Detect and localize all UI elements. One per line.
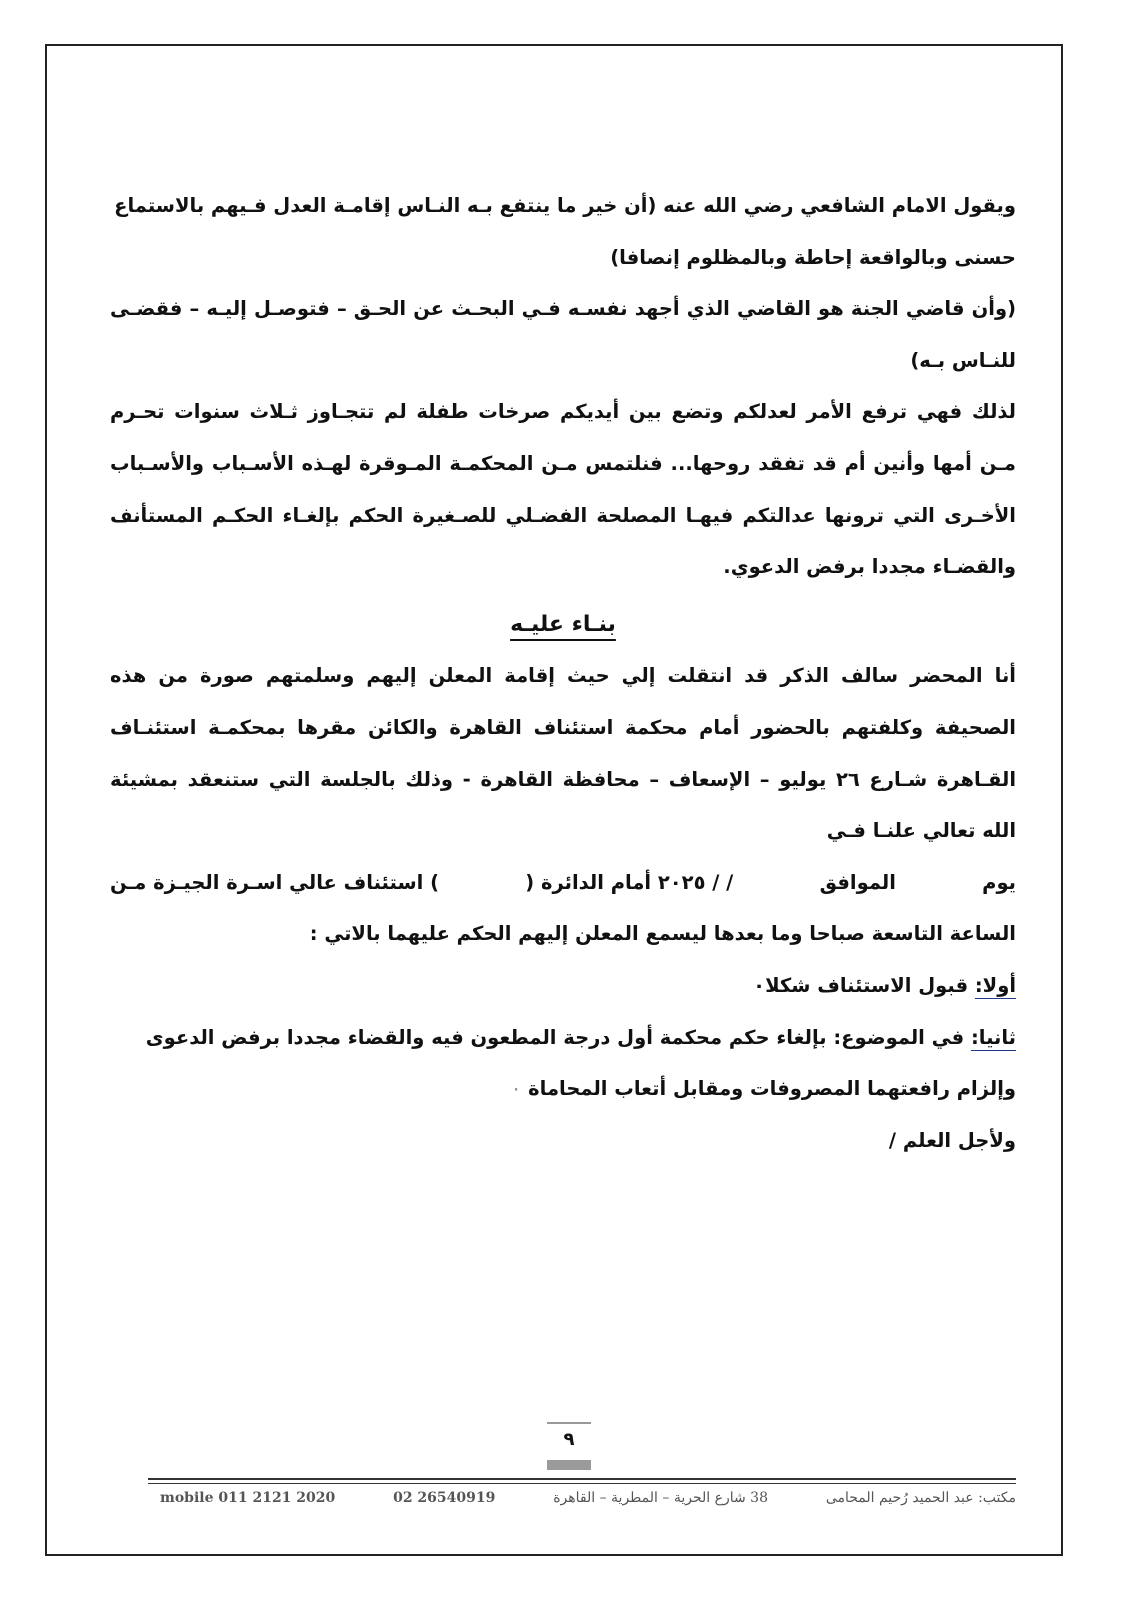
page-number-bar	[547, 1460, 591, 1470]
paragraph-request: لذلك فهي ترفع الأمر لعدلكم وتضع بين أيديكم صرخات طفلة لم تتجـاوز ثـلاث سنوات تحـرم مـن أمها وأنين أم قد تفقد روحها... فنلتمس مـن المحكمـة المـوقرة لهـذه الأسـباب والأسـباب الأخـرى التي ترونها عدالتكم فيهـا المصلحة الفضـلي للصـغيرة الحكم بإلغـاء الحكـم المستأنف والقضـاء مجددا برفض الدعوي.	[110, 400, 1016, 579]
footer-area: المطرية	[611, 1490, 658, 1506]
closing-line: ولأجل العلم /	[888, 1128, 1016, 1152]
footer-mobile: mobile 011 2121 2020	[160, 1490, 336, 1506]
footer-address	[553, 1490, 768, 1506]
quote-line-2: حسنى وبالواقعة إحاطة وبالمظلوم إنصافا)	[610, 245, 1016, 269]
paragraph-hearing-time: الساعة التاسعة صباحا وما بعدها ليسمع المعلن إليهم الحكم عليهما بالاتي :	[309, 922, 1016, 946]
footer-rule-thin	[148, 1483, 1016, 1484]
paragraph-judge-quote: (وأن قاضي الجنة هو القاضي الذي أجهد نفسـه فـي البحـث عن الحـق – فتوصـل إليـه – فقضـى للنـاس بـه)	[110, 297, 1016, 372]
small-dot: ٠	[510, 1077, 522, 1101]
item-first	[110, 960, 1016, 1012]
footer-office: مكتب: عبد الحميد رُحيم المحامى	[825, 1490, 1016, 1506]
circuit-court-name: ) استئناف عالي اسـرة الجيـزة مـن	[110, 870, 440, 894]
date-day-label: يوم	[982, 870, 1016, 894]
quote-line-1: ويقول الامام الشافعي رضي الله عنه (أن خير ما ينتفع بـه النـاس إقامـة العدل فـيهم بالاستماع	[114, 194, 1016, 217]
item-first-text: قبول الاستئناف شكلا٠	[753, 973, 975, 997]
document-body	[110, 180, 1016, 1166]
item-second-line-2: وإلزام رافعتهما المصروفات ومقابل أتعاب المحاماة	[528, 1077, 1016, 1101]
hearing-date-line	[110, 857, 1016, 909]
footer	[160, 1486, 1016, 1510]
section-heading: بنـاء عليـه	[510, 611, 616, 637]
footer-street: 38 شارع الحرية	[673, 1490, 768, 1506]
footer-city: القاهرة	[553, 1490, 596, 1506]
item-second	[110, 1012, 1016, 1115]
paragraph-shafii-quote	[110, 180, 1016, 283]
footer-rule-thick	[148, 1478, 1016, 1480]
item-second-text: في الموضوع: بإلغاء حكم محكمة أول درجة المطعون فيه والقضاء مجددا برفض الدعوى	[145, 1025, 971, 1049]
date-year-circuit: / / ٢٠٢٥ أمام الدائرة (	[525, 870, 734, 894]
footer-separator-2: –	[599, 1490, 607, 1506]
item-second-label: ثانيا:	[970, 1025, 1016, 1049]
page-number: ٩	[547, 1422, 591, 1460]
item-first-label: أولا:	[974, 973, 1016, 997]
paragraph-bailiff: أنا المحضر سالف الذكر قد انتقلت إلي حيث إقامة المعلن إليهم وسلمتهم صورة من هذه الصحيفة وكلفتهم بالحضور أمام محكمة استئناف القاهرة والكائن مقرها بمحكمـة استئنـاف القـاهرة شـارع ٢٦ يوليو – الإسعاف – محافظة القاهرة - وذلك بالجلسة التي ستنعقد بمشيئة الله تعالي علنـا فـي	[110, 664, 1017, 843]
date-corresponding-label: الموافق	[819, 870, 896, 894]
footer-separator-1: –	[662, 1490, 670, 1506]
footer-phone: 02 26540919	[393, 1490, 496, 1506]
